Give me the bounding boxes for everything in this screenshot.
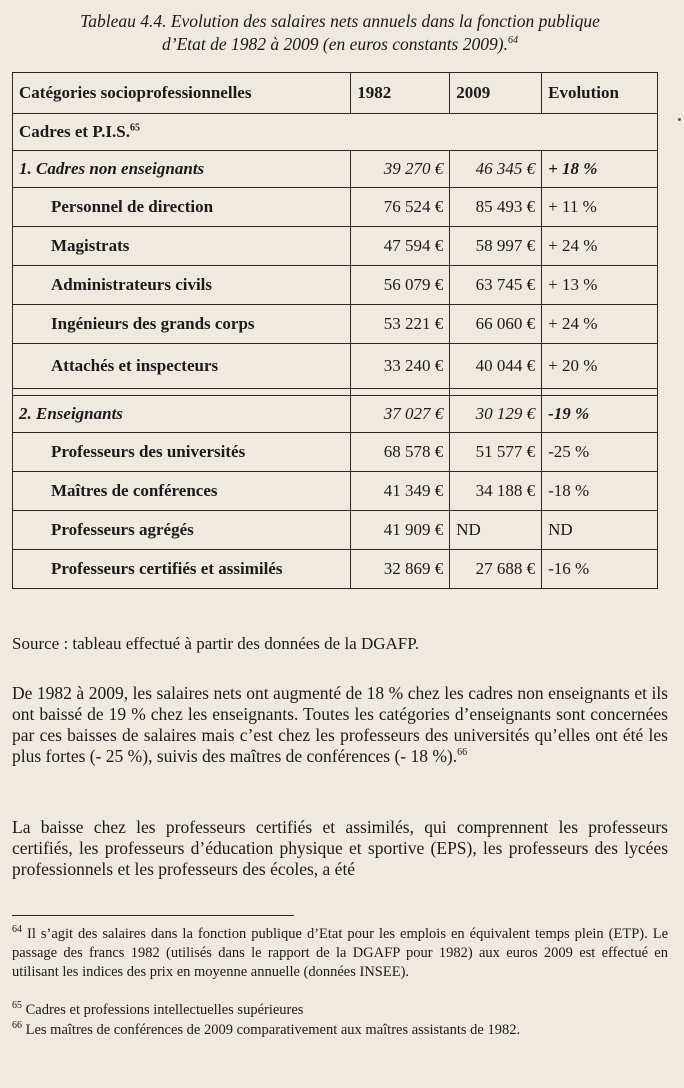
row-evolution: -16 % [542, 550, 658, 589]
group-value-1982: 39 270 € [351, 151, 450, 188]
row-value-2009: 66 060 € [450, 305, 542, 344]
row-value-2009: 85 493 € [450, 188, 542, 227]
row-value-1982: 32 869 € [351, 550, 450, 589]
table-row [13, 344, 658, 389]
table-spacer-row [13, 389, 658, 396]
row-label: Administrateurs civils [13, 266, 351, 305]
footnote-66 [12, 1021, 668, 1040]
salary-table [12, 72, 658, 589]
footnote-text: Les maîtres de conférences de 2009 comparativement aux maîtres assistants de 1982. [22, 1022, 521, 1038]
row-value-2009: 63 745 € [450, 266, 542, 305]
row-label: Personnel de direction [13, 188, 351, 227]
scan-mark [678, 118, 681, 121]
row-evolution: + 24 % [542, 227, 658, 266]
footnote-number: 64 [12, 924, 22, 936]
cadres-title: Cadres et P.I.S. [19, 122, 130, 141]
group-value-2009: 30 129 € [450, 396, 542, 433]
caption-note-ref: 64 [507, 35, 518, 47]
group-label: 1. Cadres non enseignants [13, 151, 351, 188]
row-evolution: + 13 % [542, 266, 658, 305]
table-row [13, 550, 658, 589]
table-header-row [13, 73, 658, 114]
row-value-1982: 53 221 € [351, 305, 450, 344]
row-value-2009: ND [450, 511, 542, 550]
row-value-2009: 40 044 € [450, 344, 542, 389]
row-value-1982: 76 524 € [351, 188, 450, 227]
row-value-1982: 41 349 € [351, 472, 450, 511]
paragraph-1 [12, 683, 668, 767]
group-label: 2. Enseignants [13, 396, 351, 433]
group-row-enseignants [13, 396, 658, 433]
header-2009: 2009 [450, 73, 542, 114]
row-value-1982: 68 578 € [351, 433, 450, 472]
row-evolution: + 20 % [542, 344, 658, 389]
group-value-2009: 46 345 € [450, 151, 542, 188]
row-label: Professeurs des universités [13, 433, 351, 472]
paragraph-1-text: De 1982 à 2009, les salaires nets ont augmenté de 18 % chez les cadres non enseignants et ils ont baissé de 19 % chez les enseignants. Toutes les catégories d’enseignants sont concernées par ces baisses de salaires mais c’est chez les professeurs des universités qu’elles ont été les plus fortes (- 25 %), suivis des maîtres de conférences (- 18 %). [12, 683, 668, 766]
table-row [13, 305, 658, 344]
paragraph-2: La baisse chez les professeurs certifiés et assimilés, qui comprennent les professeurs certifiés, les professeurs d’éducation physique et sportive (EPS), les professeurs des lycées professionnels et les professeurs des écoles, a été [12, 817, 668, 879]
row-value-2009: 51 577 € [450, 433, 542, 472]
table-caption [8, 10, 672, 56]
footnote-number: 66 [12, 1020, 22, 1032]
footnote-text: Cadres et professions intellectuelles supérieures [22, 1002, 304, 1018]
row-value-2009: 34 188 € [450, 472, 542, 511]
table-row [13, 472, 658, 511]
cadres-title-cell [13, 114, 658, 151]
group-row-cadres-non-enseignants [13, 151, 658, 188]
table-row [13, 433, 658, 472]
row-label: Magistrats [13, 227, 351, 266]
group-evolution: -19 % [542, 396, 658, 433]
header-1982: 1982 [351, 73, 450, 114]
footnote-number: 65 [12, 1000, 22, 1012]
row-label: Professeurs certifiés et assimilés [13, 550, 351, 589]
row-value-1982: 33 240 € [351, 344, 450, 389]
row-evolution: -25 % [542, 433, 658, 472]
table-row [13, 227, 658, 266]
row-evolution: -18 % [542, 472, 658, 511]
paragraph-1-note-ref: 66 [457, 747, 468, 759]
table-row [13, 188, 658, 227]
row-value-1982: 47 594 € [351, 227, 450, 266]
row-label: Attachés et inspecteurs [13, 344, 351, 389]
cadres-title-row [13, 114, 658, 151]
row-evolution: + 24 % [542, 305, 658, 344]
footnote-64 [12, 925, 668, 982]
group-value-1982: 37 027 € [351, 396, 450, 433]
footnote-separator [12, 915, 294, 916]
caption-line-1: Tableau 4.4. Evolution des salaires nets annuels dans la fonction publique [80, 11, 600, 31]
row-value-1982: 56 079 € [351, 266, 450, 305]
row-evolution: + 11 % [542, 188, 658, 227]
row-label: Ingénieurs des grands corps [13, 305, 351, 344]
table-source: Source : tableau effectué à partir des données de la DGAFP. [12, 634, 420, 653]
table-row [13, 511, 658, 550]
footnote-text: Il s’agit des salaires dans la fonction publique d’Etat pour les emplois en équivalent temps plein (ETP). Le passage des francs 1982 (utilisés dans le rapport de la DGAFP pour 1982) aux euros 2009 est effectué en utilisant les indices des prix en moyenne annuelle (données INSEE). [12, 926, 668, 980]
group-evolution: + 18 % [542, 151, 658, 188]
row-label: Maîtres de conférences [13, 472, 351, 511]
table-row [13, 266, 658, 305]
row-value-1982: 41 909 € [351, 511, 450, 550]
row-value-2009: 58 997 € [450, 227, 542, 266]
caption-line-2: d’Etat de 1982 à 2009 (en euros constants 2009). [162, 34, 508, 54]
header-evolution: Evolution [542, 73, 658, 114]
cadres-note-ref: 65 [129, 122, 140, 134]
row-value-2009: 27 688 € [450, 550, 542, 589]
footnote-65 [12, 1001, 668, 1020]
row-label: Professeurs agrégés [13, 511, 351, 550]
row-evolution: ND [542, 511, 658, 550]
header-category: Catégories socioprofessionnelles [13, 73, 351, 114]
